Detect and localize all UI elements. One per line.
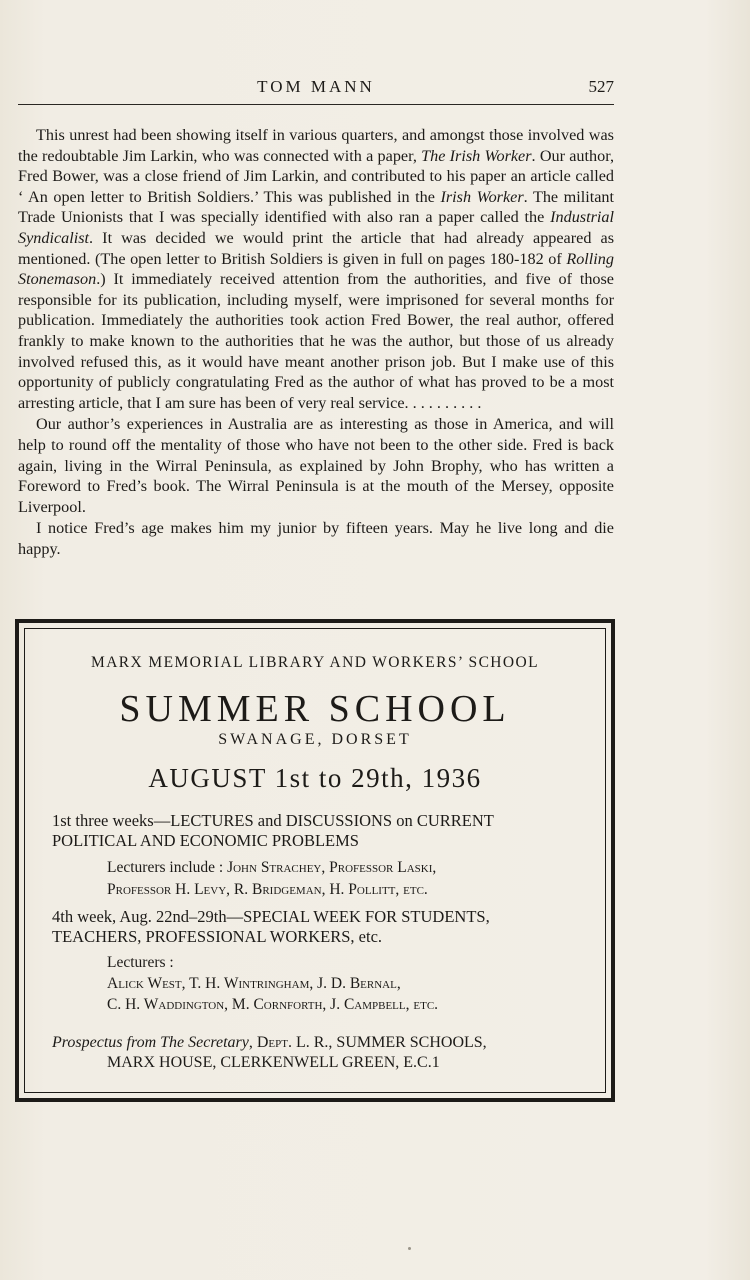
ad-first-weeks-line-2: POLITICAL AND ECONOMIC PROBLEMS xyxy=(52,831,359,850)
running-head-title: TOM MANN xyxy=(257,77,375,96)
ad-lecturers-2 xyxy=(107,952,438,1015)
ad-prospectus-italic: Prospectus from The Secretary xyxy=(52,1034,249,1051)
ad-first-weeks xyxy=(52,811,585,851)
paragraph-2: Our author’s experiences in Australia are as interesting as those in America, and will help to round off the mentality of those who have not been to the other side. Fred is back again, living in the Wirral Peninsula, as explained by John Brophy, who has written a Foreword to Fred’s book. The Wirral Peninsula is at the mouth of the Mersey, opposite Liverpool. xyxy=(18,415,614,516)
ad-lecturers-2-line-1: Alick West, T. H. Wintringham, J. D. Bernal, xyxy=(107,975,401,992)
ad-lecturers-1-label: Lecturers include : xyxy=(107,859,228,876)
ad-organization: MARX MEMORIAL LIBRARY AND WORKERS’ SCHOOL xyxy=(91,654,539,671)
running-head xyxy=(18,76,614,105)
p1-text-e: .) It immediately received attention from the authorities, and five of those responsible for its publication, including myself, were imprisoned for several months for publication. Immediately the authorities took action Fred Bower, the real author, offered frankly to make known to the authorities that he was the author, but those of us already involved refused this, as it would have meant another prison job. But I make use of this opportunity of publicly congratulating Fred as the author of what has proved to be a most arresting article, that I am sure has been of very real service. . . . . . . . . . xyxy=(18,270,614,412)
ad-prospectus-rest: , Dept. L. R., SUMMER SCHOOLS, xyxy=(248,1034,487,1051)
advertisement-box xyxy=(15,619,615,1102)
page-number: 527 xyxy=(588,77,614,96)
ad-location: SWANAGE, DORSET xyxy=(218,731,412,748)
p1-text-d: . It was decided we would print the article that had already appeared as mentioned. (The open letter to British Soldiers is given in full on pages 180-182 of xyxy=(18,228,614,268)
ad-lecturers-2-line-2: C. H. Waddington, M. Cornforth, J. Campbell, etc. xyxy=(107,996,439,1013)
ad-lecturers-1-line-1: John Strachey, Professor Laski, xyxy=(227,859,437,876)
ad-fourth-week-line-1: 4th week, Aug. 22nd–29th—SPECIAL WEEK FOR STUDENTS, xyxy=(52,907,490,926)
paragraph-1 xyxy=(18,125,614,413)
ad-fourth-week xyxy=(52,907,585,947)
p1-italic-irish-worker-2: Irish Worker xyxy=(440,187,524,206)
ad-fourth-week-line-2: TEACHERS, PROFESSIONAL WORKERS, etc. xyxy=(52,927,383,946)
paragraph-3: I notice Fred’s age makes him my junior by fifteen years. May he live long and die happy. xyxy=(18,519,614,558)
ad-first-weeks-line-1: 1st three weeks—LECTURES and DISCUSSIONS on CURRENT xyxy=(52,811,494,830)
ad-headline: SUMMER SCHOOL xyxy=(119,688,511,730)
ad-lecturers-2-label: Lecturers : xyxy=(107,954,174,971)
paper-speck xyxy=(408,1247,411,1250)
advertisement-inner-frame xyxy=(24,628,606,1093)
p1-text-b: . Our author, Fred Bower, was a close friend of Jim Larkin, and contributed to his paper an article called ‘ An open letter to British Soldiers.’ This was published in the xyxy=(18,146,614,206)
ad-dates: AUGUST 1st to 29th, 1936 xyxy=(148,763,482,793)
p1-italic-industrial-syndicalist: Industrial Syndicalist xyxy=(18,208,614,247)
body-text xyxy=(18,125,614,559)
p1-italic-irish-worker: The Irish Worker xyxy=(421,146,532,165)
ad-prospectus xyxy=(52,1032,487,1054)
ad-lecturers-1-line-2: Professor H. Levy, R. Bridgeman, H. Pollitt, etc. xyxy=(107,881,428,898)
ad-lecturers-1 xyxy=(107,857,436,901)
p1-text-a: This unrest had been showing itself in various quarters, and amongst those involved was the redoubtable Jim Larkin, who was connected with a paper, xyxy=(18,126,614,165)
p1-italic-rolling-stonemason: Rolling Stonemason xyxy=(18,249,614,289)
ad-prospectus-address: MARX HOUSE, CLERKENWELL GREEN, E.C.1 xyxy=(107,1054,440,1071)
p1-text-c: . The militant Trade Unionists that I was specially identified with also ran a paper called the xyxy=(18,187,615,227)
